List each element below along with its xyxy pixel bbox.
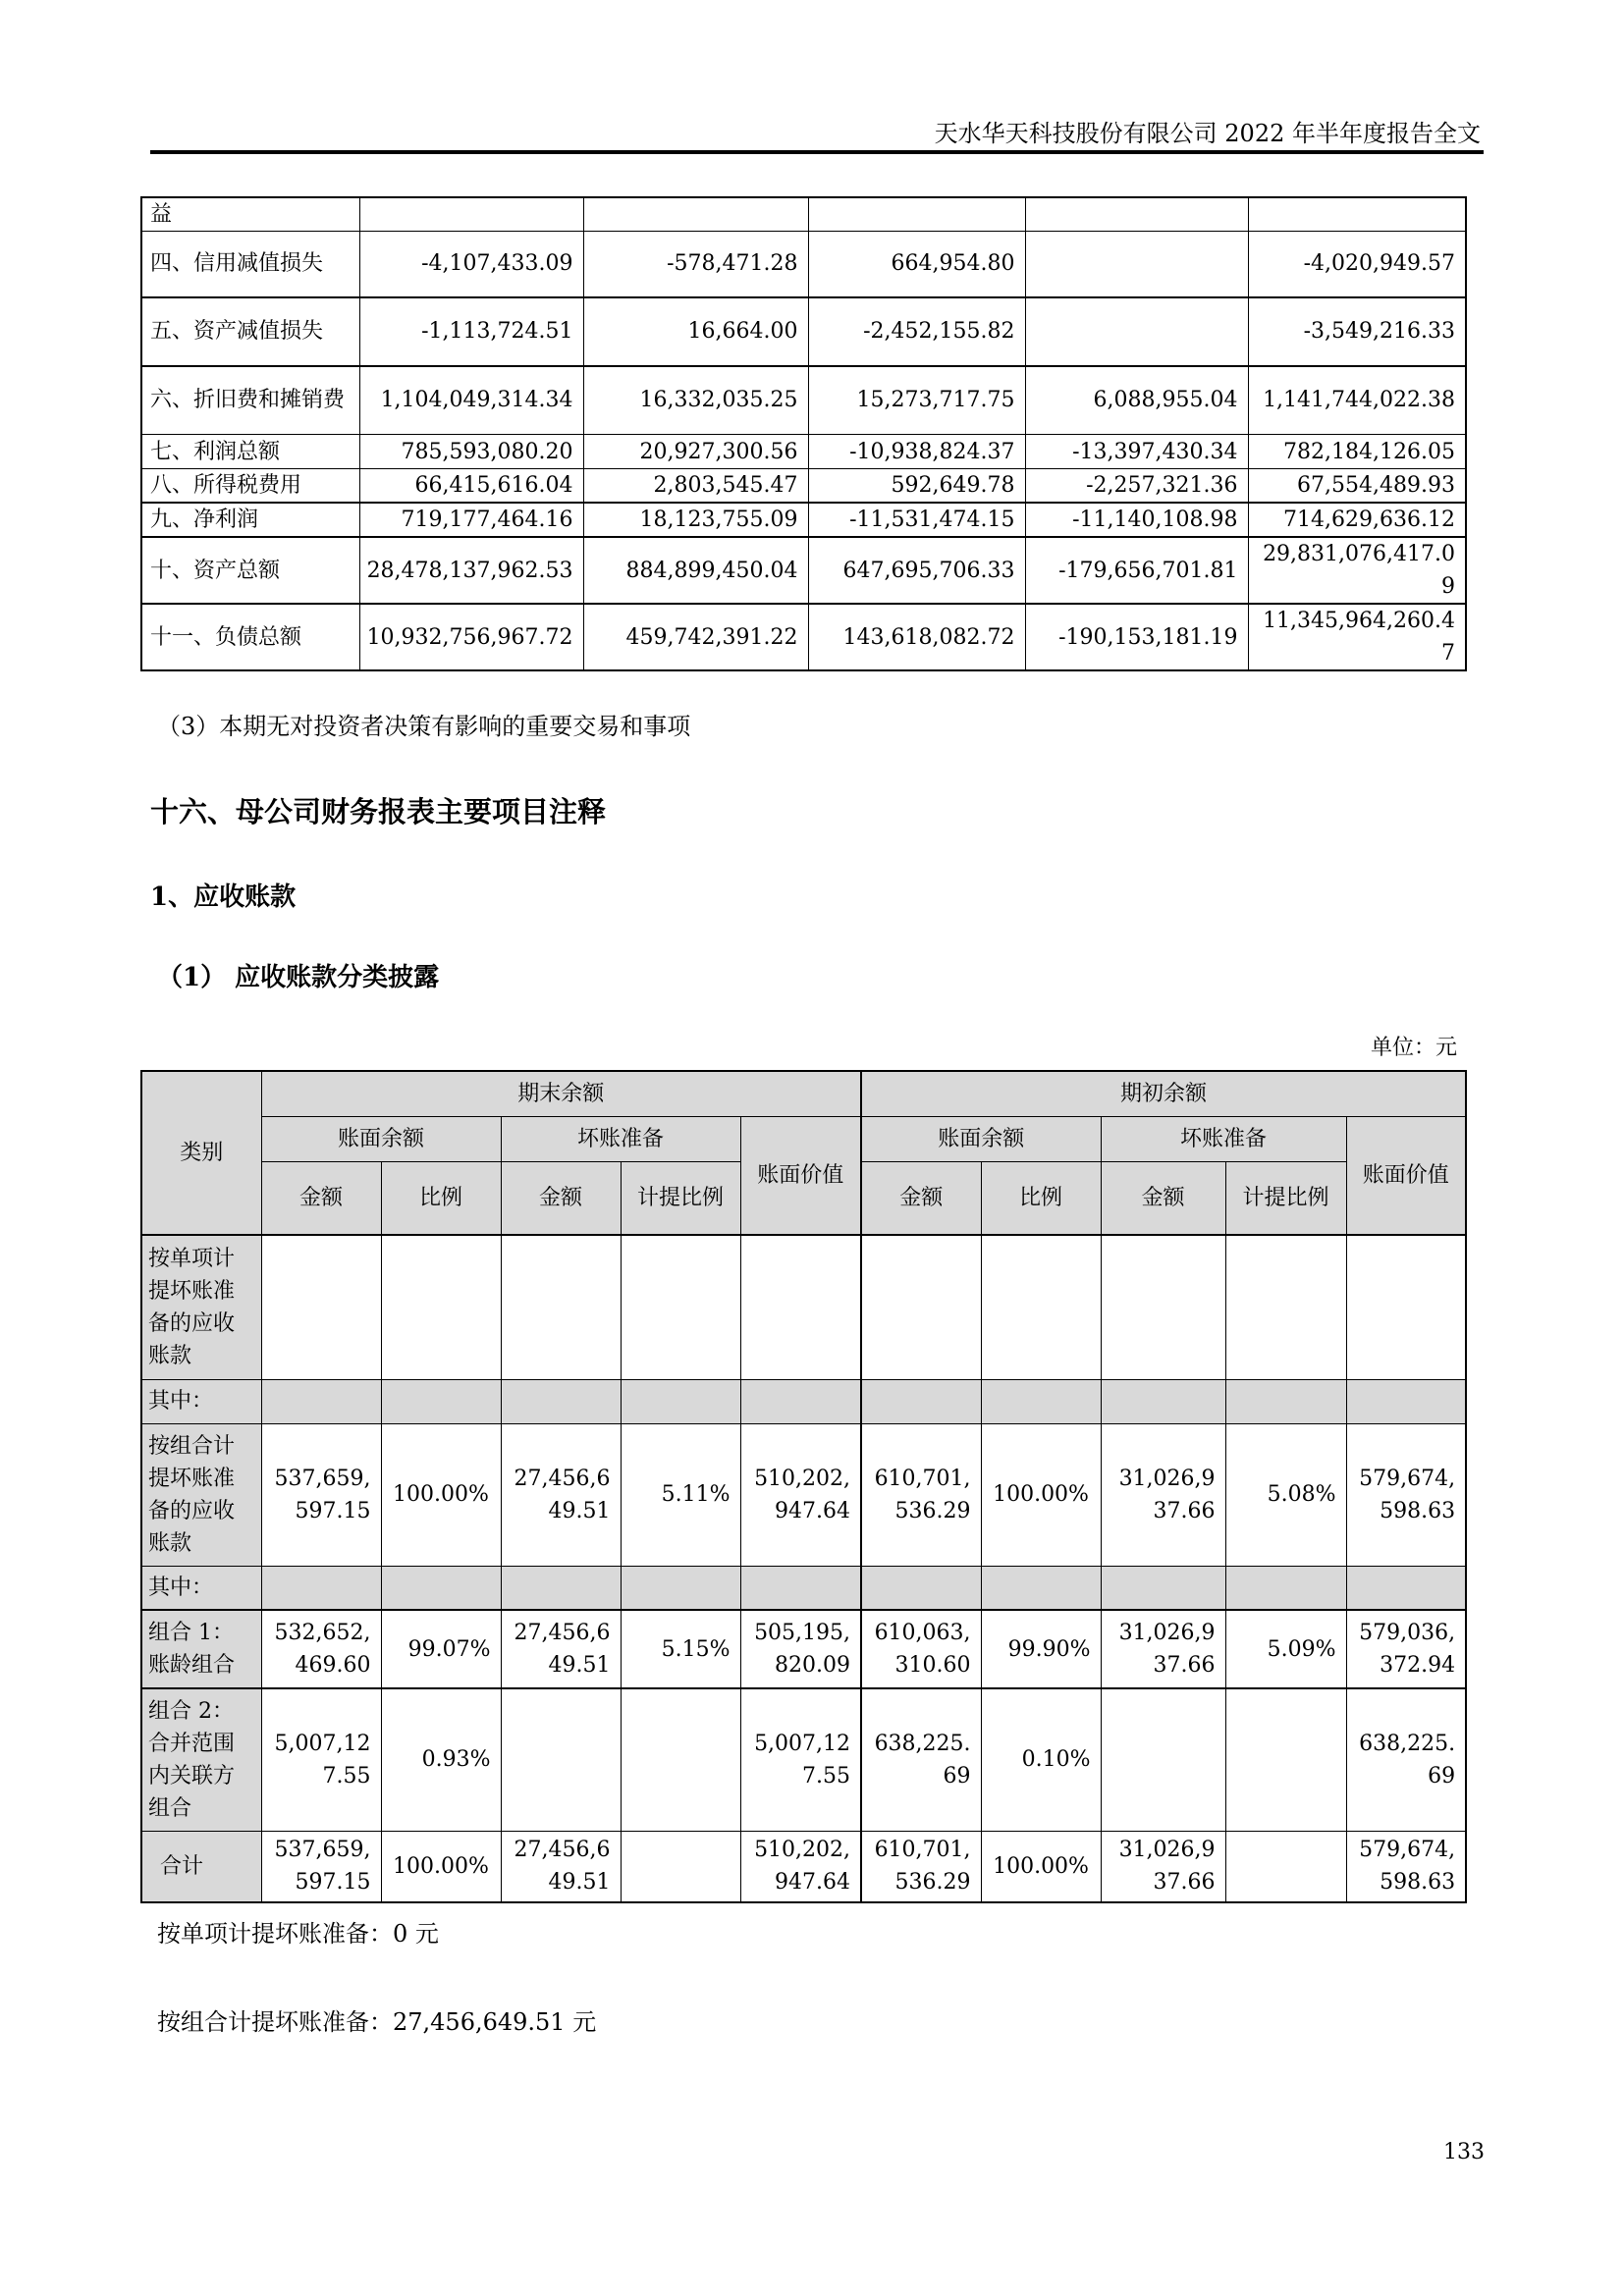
header-begin-ratio: 比例 (981, 1161, 1101, 1235)
page-number: 133 (1443, 2140, 1485, 2164)
value-cell (583, 197, 808, 232)
value-cell: -2,452,155.82 (808, 297, 1025, 366)
value-cell (1346, 1566, 1466, 1610)
table-row (141, 1610, 1466, 1688)
value-cell: 459,742,391.22 (583, 604, 808, 670)
value-cell: -190,153,181.19 (1025, 604, 1248, 670)
row-label: 七、利润总额 (141, 435, 359, 469)
row-category: 合计 (141, 1831, 261, 1902)
table-row (141, 469, 1466, 504)
value-cell (1101, 1235, 1225, 1379)
header-begin-bad-debt-amount: 金额 (1101, 1161, 1225, 1235)
value-cell (1225, 1566, 1346, 1610)
value-cell (861, 1566, 981, 1610)
row-category: 其中： (141, 1566, 261, 1610)
value-cell: 505,195,820.09 (740, 1610, 861, 1688)
value-cell: 27,456,649.51 (501, 1423, 621, 1566)
value-cell: 15,273,717.75 (808, 366, 1025, 435)
value-cell: -3,549,216.33 (1248, 297, 1466, 366)
value-cell: -13,397,430.34 (1025, 435, 1248, 469)
row-label: 九、净利润 (141, 503, 359, 537)
value-cell (621, 1688, 740, 1831)
value-cell (501, 1235, 621, 1379)
value-cell (1025, 232, 1248, 297)
header-end-provision-ratio: 计提比例 (621, 1161, 740, 1235)
row-label: 六、折旧费和摊销费 (141, 366, 359, 435)
value-cell: 16,332,035.25 (583, 366, 808, 435)
header-end-bad-debt-amount: 金额 (501, 1161, 621, 1235)
row-label: 十、资产总额 (141, 537, 359, 604)
value-cell (359, 197, 583, 232)
value-cell: 27,456,649.51 (501, 1831, 621, 1902)
value-cell: -10,938,824.37 (808, 435, 1025, 469)
value-cell (501, 1566, 621, 1610)
header-end-ratio: 比例 (381, 1161, 501, 1235)
header-category: 类别 (141, 1071, 261, 1235)
value-cell (861, 1379, 981, 1423)
table-row (141, 1688, 1466, 1831)
table-row (141, 297, 1466, 366)
header-end-bad-debt: 坏账准备 (501, 1116, 740, 1161)
value-cell (1346, 1379, 1466, 1423)
header-begin-bad-debt: 坏账准备 (1101, 1116, 1346, 1161)
value-cell (621, 1379, 740, 1423)
row-category: 其中： (141, 1379, 261, 1423)
section-heading-ar-classification: （1） 应收账款分类披露 (157, 963, 440, 992)
value-cell: 27,456,649.51 (501, 1610, 621, 1688)
value-cell: 29,831,076,417.09 (1248, 537, 1466, 604)
header-begin-book-balance: 账面余额 (861, 1116, 1101, 1161)
table-row (141, 366, 1466, 435)
value-cell: 11,345,964,260.47 (1248, 604, 1466, 670)
value-cell: 537,659,597.15 (261, 1423, 381, 1566)
value-cell (381, 1566, 501, 1610)
value-cell: 5,007,127.55 (740, 1688, 861, 1831)
value-cell: 18,123,755.09 (583, 503, 808, 537)
value-cell: 31,026,937.66 (1101, 1423, 1225, 1566)
value-cell: 714,629,636.12 (1248, 503, 1466, 537)
value-cell: 647,695,706.33 (808, 537, 1025, 604)
value-cell: 785,593,080.20 (359, 435, 583, 469)
row-label: 四、信用减值损失 (141, 232, 359, 297)
value-cell: 31,026,937.66 (1101, 1610, 1225, 1688)
value-cell (981, 1235, 1101, 1379)
value-cell: 5.08% (1225, 1423, 1346, 1566)
value-cell (740, 1379, 861, 1423)
value-cell (1101, 1688, 1225, 1831)
value-cell: -578,471.28 (583, 232, 808, 297)
value-cell: -1,113,724.51 (359, 297, 583, 366)
value-cell: -2,257,321.36 (1025, 469, 1248, 504)
header-end-amount: 金额 (261, 1161, 381, 1235)
header-divider (150, 150, 1484, 154)
value-cell: 1,104,049,314.34 (359, 366, 583, 435)
table-row (141, 503, 1466, 537)
table-row (141, 197, 1466, 232)
header-begin-provision-ratio: 计提比例 (1225, 1161, 1346, 1235)
value-cell: 100.00% (981, 1831, 1101, 1902)
value-cell: 1,141,744,022.38 (1248, 366, 1466, 435)
row-label: 五、资产减值损失 (141, 297, 359, 366)
table-row (141, 1831, 1466, 1902)
value-cell: 143,618,082.72 (808, 604, 1025, 670)
row-category: 按单项计提坏账准备的应收账款 (141, 1235, 261, 1379)
value-cell: 510,202,947.64 (740, 1831, 861, 1902)
value-cell (861, 1235, 981, 1379)
value-cell (261, 1235, 381, 1379)
value-cell: 99.07% (381, 1610, 501, 1688)
value-cell: 884,899,450.04 (583, 537, 808, 604)
value-cell: 510,202,947.64 (740, 1423, 861, 1566)
note-group-provision: 按组合计提坏账准备：27,456,649.51 元 (157, 2008, 597, 2036)
value-cell: 579,674,598.63 (1346, 1831, 1466, 1902)
header-begin-balance: 期初余额 (861, 1071, 1466, 1116)
value-cell (621, 1235, 740, 1379)
value-cell (1025, 297, 1248, 366)
value-cell: 5.15% (621, 1610, 740, 1688)
value-cell (1101, 1566, 1225, 1610)
value-cell: 2,803,545.47 (583, 469, 808, 504)
value-cell: 67,554,489.93 (1248, 469, 1466, 504)
accounts-receivable-table (140, 1070, 1467, 1903)
table-row (141, 232, 1466, 297)
header-begin-amount: 金额 (861, 1161, 981, 1235)
value-cell: 99.90% (981, 1610, 1101, 1688)
row-label: 十一、负债总额 (141, 604, 359, 670)
value-cell: 638,225.69 (1346, 1688, 1466, 1831)
table-row (141, 1235, 1466, 1379)
value-cell (808, 197, 1025, 232)
value-cell: 610,701,536.29 (861, 1423, 981, 1566)
value-cell: 100.00% (981, 1423, 1101, 1566)
row-category: 组合 2：合并范围内关联方组合 (141, 1688, 261, 1831)
value-cell (261, 1566, 381, 1610)
value-cell: 610,701,536.29 (861, 1831, 981, 1902)
value-cell (381, 1379, 501, 1423)
value-cell (740, 1235, 861, 1379)
value-cell: 16,664.00 (583, 297, 808, 366)
report-header-title: 天水华天科技股份有限公司 2022 年半年度报告全文 (934, 120, 1481, 147)
value-cell: 782,184,126.05 (1248, 435, 1466, 469)
subheader-row (141, 1379, 1466, 1423)
section-heading-ar: 1、应收账款 (150, 882, 297, 912)
header-end-book-value: 账面价值 (740, 1116, 861, 1235)
header-begin-book-value: 账面价值 (1346, 1116, 1466, 1235)
segment-info-table (140, 196, 1467, 671)
value-cell: 28,478,137,962.53 (359, 537, 583, 604)
value-cell: 638,225.69 (861, 1688, 981, 1831)
value-cell: 31,026,937.66 (1101, 1831, 1225, 1902)
value-cell: -179,656,701.81 (1025, 537, 1248, 604)
value-cell: 610,063,310.60 (861, 1610, 981, 1688)
value-cell (1225, 1379, 1346, 1423)
value-cell (261, 1379, 381, 1423)
value-cell: 579,674,598.63 (1346, 1423, 1466, 1566)
value-cell: 532,652,469.60 (261, 1610, 381, 1688)
value-cell (1346, 1235, 1466, 1379)
value-cell (621, 1566, 740, 1610)
note-3: （3）本期无对投资者决策有影响的重要交易和事项 (157, 713, 691, 740)
table-row (141, 1423, 1466, 1566)
value-cell (1225, 1235, 1346, 1379)
value-cell (621, 1831, 740, 1902)
value-cell: 100.00% (381, 1831, 501, 1902)
value-cell (1101, 1379, 1225, 1423)
value-cell (501, 1379, 621, 1423)
value-cell (981, 1566, 1101, 1610)
value-cell: 0.93% (381, 1688, 501, 1831)
value-cell (501, 1688, 621, 1831)
value-cell (1025, 197, 1248, 232)
table-row (141, 537, 1466, 604)
value-cell: 592,649.78 (808, 469, 1025, 504)
unit-label: 单位：元 (1370, 1036, 1457, 1060)
value-cell: 719,177,464.16 (359, 503, 583, 537)
value-cell: -4,107,433.09 (359, 232, 583, 297)
table-row (141, 604, 1466, 670)
value-cell (740, 1566, 861, 1610)
value-cell (1248, 197, 1466, 232)
subheader-row (141, 1566, 1466, 1610)
value-cell: 5.11% (621, 1423, 740, 1566)
row-label: 八、所得税费用 (141, 469, 359, 504)
row-label: 益 (141, 197, 359, 232)
section-heading-16: 十六、母公司财务报表主要项目注释 (150, 795, 607, 828)
value-cell: 100.00% (381, 1423, 501, 1566)
value-cell (1225, 1831, 1346, 1902)
value-cell (1225, 1688, 1346, 1831)
table-row (141, 435, 1466, 469)
row-category: 组合 1：账龄组合 (141, 1610, 261, 1688)
value-cell: 579,036,372.94 (1346, 1610, 1466, 1688)
value-cell (981, 1379, 1101, 1423)
header-end-book-balance: 账面余额 (261, 1116, 501, 1161)
header-end-balance: 期末余额 (261, 1071, 861, 1116)
value-cell: 5.09% (1225, 1610, 1346, 1688)
value-cell: -11,531,474.15 (808, 503, 1025, 537)
value-cell: 20,927,300.56 (583, 435, 808, 469)
value-cell: 5,007,127.55 (261, 1688, 381, 1831)
value-cell: 6,088,955.04 (1025, 366, 1248, 435)
value-cell: 0.10% (981, 1688, 1101, 1831)
value-cell: -11,140,108.98 (1025, 503, 1248, 537)
value-cell: -4,020,949.57 (1248, 232, 1466, 297)
value-cell: 537,659,597.15 (261, 1831, 381, 1902)
row-category: 按组合计提坏账准备的应收账款 (141, 1423, 261, 1566)
value-cell: 66,415,616.04 (359, 469, 583, 504)
value-cell: 10,932,756,967.72 (359, 604, 583, 670)
value-cell: 664,954.80 (808, 232, 1025, 297)
value-cell (381, 1235, 501, 1379)
note-single-provision: 按单项计提坏账准备：0 元 (157, 1920, 439, 1948)
